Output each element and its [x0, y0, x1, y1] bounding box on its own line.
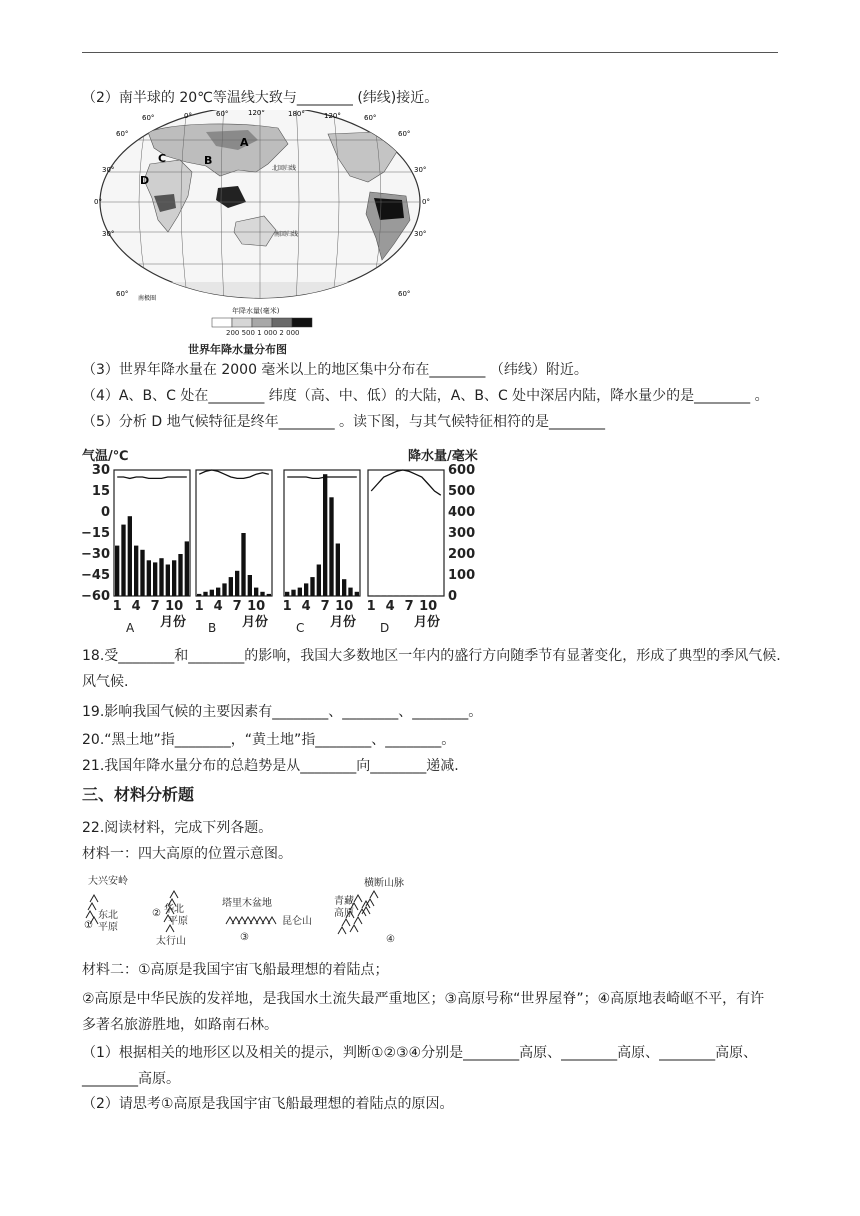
plateau-label-8: 塔里木盆地 [222, 898, 272, 909]
climate-panel-a [113, 470, 190, 635]
precip-bar [291, 590, 295, 596]
month-tick: 4 [213, 599, 223, 614]
question-19: 19.影响我国气候的主要因素有________、________、________。 [82, 704, 483, 720]
month-axis-label: 月份 [330, 615, 357, 630]
precip-tick-3: 300 [448, 526, 476, 541]
temp-tick-5: −45 [81, 568, 110, 583]
precip-bar [128, 516, 132, 596]
temp-tick-6: −60 [81, 589, 110, 604]
lat-label-4: 60° [116, 290, 129, 298]
mountain-symbol [342, 919, 350, 926]
temp-tick-0: 30 [91, 463, 110, 478]
temp-tick-4: −30 [81, 547, 110, 562]
tropic-north-label: 北回归线 [272, 165, 297, 172]
map-letter-d: D [140, 174, 150, 187]
month-tick: 4 [131, 599, 141, 614]
material-2a: 材料二：①高原是我国宇宙飞船最理想的着陆点； [82, 962, 389, 978]
precip-bar [140, 550, 144, 596]
precip-bar [260, 592, 264, 596]
question-20: 20.“黑土地”指________，“黄土地”指________、________。 [82, 732, 456, 748]
map-letter-c: C [158, 152, 167, 165]
world-precipitation-map [88, 110, 438, 360]
y-left-label: 气温/℃ [82, 449, 129, 464]
lon-label-4: 180° [288, 110, 305, 118]
section-3-heading: 三、材料分析题 [82, 785, 195, 804]
rlat-label-0: 60° [398, 130, 411, 138]
precip-bar [172, 560, 176, 596]
question-22-2: （2）请思考①高原是我国宇宙飞船最理想的着陆点的原因。 [82, 1096, 454, 1112]
question-18-cont: 风气候. [82, 674, 129, 690]
precip-bar [304, 583, 308, 596]
precip-bar [254, 588, 258, 596]
precip-bar [229, 577, 233, 596]
precip-bar [216, 588, 220, 596]
precip-tick-1: 500 [448, 484, 476, 499]
material-2b: ②高原是中华民族的发祥地，是我国水土流失最严重地区；③高原号称“世界屋脊”；④高原地表崎岖不平，有许多著名旅游胜地，如路南石林。 [82, 991, 765, 1033]
climate-charts [80, 440, 480, 650]
question-17-3: （3）世界年降水量在 2000 毫米以上的地区集中分布在________ （纬线）附近。 [82, 362, 588, 378]
lat-label-0: 60° [116, 130, 129, 138]
month-tick: 7 [404, 599, 414, 614]
precip-bar [342, 579, 346, 596]
rlat-label-2: 0° [422, 198, 430, 206]
precip-bar [203, 592, 207, 596]
precip-tick-2: 400 [448, 505, 476, 520]
month-tick: 7 [150, 599, 160, 614]
plateau-label-12: 高原 [334, 908, 354, 919]
precip-bar [267, 594, 271, 596]
map-caption: 世界年降水量分布图 [188, 343, 287, 356]
plateau-label-0: 大兴安岭 [88, 876, 128, 887]
precip-bar [355, 592, 359, 596]
precip-bar [197, 594, 201, 596]
month-tick: 10 [335, 599, 354, 614]
lat-label-1: 30° [102, 166, 115, 174]
precip-bar [222, 583, 226, 596]
lon-label-6: 60° [364, 114, 377, 122]
precip-bar [185, 541, 189, 596]
mountain-symbol [354, 917, 362, 924]
panel-label: C [296, 621, 305, 635]
precip-bar [166, 565, 170, 597]
plateau-label-2: 东北 [98, 910, 118, 921]
month-tick: 1 [366, 599, 376, 614]
question-17-2: （2）南半球的 20℃等温线大致与________ (纬线)接近。 [82, 90, 439, 106]
panel-label: B [208, 621, 217, 635]
plateau-label-9: 昆仑山 [282, 916, 312, 927]
rlat-label-3: 30° [414, 230, 427, 238]
precip-bar [298, 588, 302, 596]
mountain-symbol [354, 895, 362, 902]
month-axis-label: 月份 [160, 615, 187, 630]
precip-bar [210, 590, 214, 596]
map-letter-a: A [240, 136, 249, 149]
header-rule [82, 52, 778, 53]
temp-tick-1: 15 [91, 484, 110, 499]
plateau-label-6: 平原 [168, 916, 188, 927]
rlat-label-1: 30° [414, 166, 427, 174]
question-18: 18.受________和________的影响，我国大多数地区一年内的盛行方向随季节有显著变化，形成了典型的季风气候. [82, 648, 781, 664]
precip-bar [285, 592, 289, 596]
map-legend [212, 318, 312, 327]
plateau-label-11: 青藏 [334, 896, 354, 907]
precip-bar [329, 497, 333, 596]
plateau-label-3: 平原 [98, 922, 118, 933]
panel-frame [196, 470, 272, 596]
precip-bar [121, 525, 125, 596]
precip-tick-5: 100 [448, 568, 476, 583]
panel-label: A [126, 621, 135, 635]
rlat-label-4: 60° [398, 290, 411, 298]
precip-bar [134, 546, 138, 596]
panel-label: D [380, 621, 390, 635]
climate-panel-b [195, 470, 272, 635]
mountain-symbol [338, 927, 346, 934]
month-tick: 4 [301, 599, 311, 614]
antarctic-label: 南极圈 [138, 295, 157, 302]
month-tick: 7 [320, 599, 330, 614]
plateau-label-5: 华北 [164, 904, 184, 915]
lon-label-2: 60° [216, 110, 229, 118]
precip-bar [323, 474, 327, 596]
lon-label-3: 120° [248, 110, 265, 117]
month-tick: 10 [419, 599, 438, 614]
question-17-4: （4）A、B、C 处在________ 纬度（高、中、低）的大陆，A、B、C 处中深居内陆，降水量少的是________ 。 [82, 388, 769, 404]
precip-bar [115, 546, 119, 596]
tropic-south-label: 南回归线 [274, 231, 299, 238]
plateau-label-10: ③ [240, 932, 249, 943]
plateau-label-14: ④ [386, 934, 395, 945]
precip-bar [159, 558, 163, 596]
month-tick: 1 [194, 599, 204, 614]
precip-tick-6: 0 [448, 589, 458, 604]
temp-tick-2: 0 [100, 505, 110, 520]
mountain-symbol [86, 911, 94, 918]
month-tick: 10 [165, 599, 184, 614]
mountain-symbol [350, 925, 358, 932]
climate-panel-c [283, 470, 360, 635]
map-legend-title: 年降水量(毫米) [232, 307, 280, 315]
precip-bar [153, 562, 157, 596]
precip-bar [178, 554, 182, 596]
precip-tick-0: 600 [448, 463, 476, 478]
month-axis-label: 月份 [414, 615, 441, 630]
month-tick: 10 [247, 599, 266, 614]
question-21: 21.我国年降水量分布的总趋势是从________向________递减. [82, 758, 459, 774]
precip-bar [235, 571, 239, 596]
lon-label-0: 60° [142, 114, 155, 122]
question-22-1: （1）根据相关的地形区以及相关的提示，判断①②③④分别是________高原、________高原、________高原、________高原。 [82, 1045, 758, 1087]
lon-label-5: 120° [324, 112, 341, 120]
map-letter-b: B [204, 154, 213, 167]
month-tick: 1 [112, 599, 122, 614]
panel-frame [284, 470, 360, 596]
question-22-intro: 22.阅读材料，完成下列各题。 [82, 820, 273, 836]
mountain-symbol [170, 891, 178, 898]
plateau-label-4: ② [152, 908, 161, 919]
precip-bar [241, 533, 245, 596]
climate-panel-d [367, 470, 444, 635]
lat-label-3: 30° [102, 230, 115, 238]
precip-bar [147, 560, 151, 596]
plateau-label-7: 太行山 [156, 936, 186, 947]
precip-bar [348, 588, 352, 596]
lon-label-1: 0° [184, 112, 192, 120]
temp-tick-3: −15 [81, 526, 110, 541]
question-17-5: （5）分析 D 地气候特征是终年________ 。读下图，与其气候特征相符的是________ [82, 414, 606, 430]
lat-label-2: 0° [94, 198, 102, 206]
map-legend-values: 200 500 1 000 2 000 [226, 329, 300, 337]
material-1: 材料一：四大高原的位置示意图。 [82, 846, 292, 862]
month-tick: 1 [282, 599, 292, 614]
precip-bar [317, 565, 321, 597]
y-right-label: 降水量/毫米 [408, 449, 478, 464]
mountain-symbol [90, 895, 98, 902]
month-axis-label: 月份 [242, 615, 269, 630]
plateau-diagram [82, 872, 422, 948]
plateau-label-13: 横断山脉 [364, 878, 404, 889]
month-tick: 4 [385, 599, 395, 614]
mountain-symbol [370, 891, 378, 898]
precip-bar [336, 544, 340, 597]
mountain-symbol [88, 903, 96, 910]
plateau-label-1: ① [84, 920, 93, 931]
month-tick: 7 [232, 599, 242, 614]
precip-bar [310, 577, 314, 596]
precip-bar [248, 575, 252, 596]
precip-tick-4: 200 [448, 547, 476, 562]
